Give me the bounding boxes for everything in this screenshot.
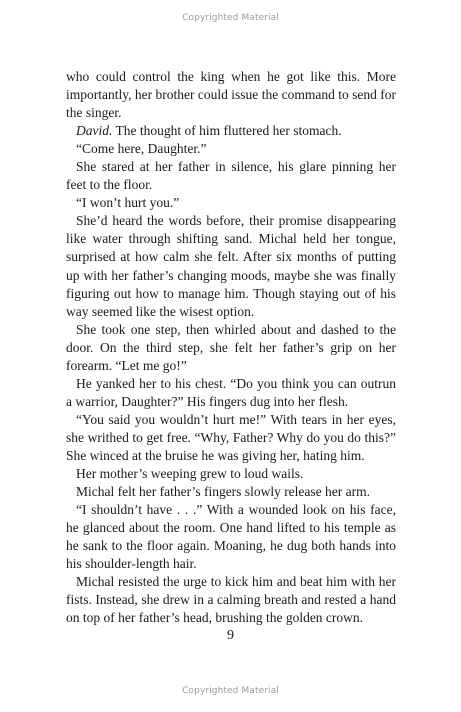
paragraph: She’d heard the words before, their promise disappearing like water through shifting sand. Michal held her tongue, surprised at how calm she felt. After six months of putting up with her father’s changing moods, maybe she was finally figuring out how to manage him. Though staying out of his way seemed like the wisest option.	[66, 213, 396, 319]
paragraph: “Come here, Daughter.”	[76, 141, 207, 157]
copyright-watermark-bottom: Copyrighted Material	[182, 686, 279, 696]
copyright-watermark-top: Copyrighted Material	[182, 13, 279, 23]
paragraph: David. The thought of him fluttered her stomach.	[76, 123, 342, 139]
paragraph: “You said you wouldn’t hurt me!” With tears in her eyes, she writhed to get free. “Why, Father? Why do you do this?” She winced at the bruise he was giving her, hating him.	[66, 411, 396, 463]
paragraph: “I shouldn’t have . . .” With a wounded look on his face, he glanced about the room. One hand lifted to his temple as he sank to the floor again. Moaning, he dug both hands into his shoulder-length hair.	[66, 502, 396, 572]
paragraph: Michal felt her father’s fingers slowly release her arm.	[76, 484, 371, 500]
page-number: 9	[227, 628, 234, 643]
body-text	[66, 68, 396, 627]
paragraph: She stared at her father in silence, his glare pinning her feet to the floor.	[66, 159, 396, 193]
italic-lead: David.	[76, 123, 113, 139]
paragraph: “I won’t hurt you.”	[76, 195, 180, 211]
paragraph: He yanked her to his chest. “Do you think you can outrun a warrior, Daughter?” His fingers dug into her flesh.	[66, 375, 396, 409]
paragraph: Michal resisted the urge to kick him and beat him with her fists. Instead, she drew in a calming breath and rested a hand on top of her father’s head, brushing the golden crown.	[66, 574, 396, 626]
paragraph: Her mother’s weeping grew to loud wails.	[76, 466, 304, 482]
paragraph: who could control the king when he got like this. More importantly, her brother could issue the command to send for the singer.	[66, 69, 396, 121]
paragraph: She took one step, then whirled about and dashed to the door. On the third step, she felt her father’s grip on her forearm. “Let me go!”	[66, 321, 396, 373]
